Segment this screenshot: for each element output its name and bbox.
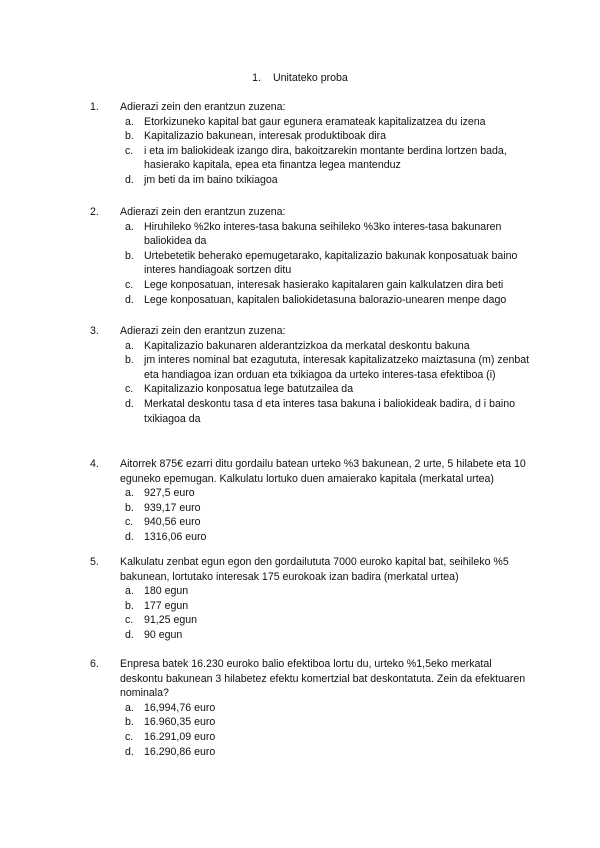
- question-6: [90, 657, 535, 759]
- question-5: [90, 555, 535, 643]
- option-text: 940,56 euro: [144, 516, 201, 529]
- option-text: Hiruhileko %2ko interes-tasa bakuna seihileko %3ko interes-tasa bakunaren baliokidea da: [144, 220, 502, 248]
- option-text: 90 egun: [144, 628, 183, 641]
- option-a: [125, 115, 535, 130]
- title-text: Unitateko proba: [273, 72, 348, 84]
- option-text: Urtebetetik beherako epemugetarako, kapitalizazio bakunak konposatuak baino interes handiagoak sortzen ditu: [144, 249, 518, 277]
- question-number: 6.: [90, 658, 99, 670]
- question-2: [90, 205, 535, 307]
- option-text: Merkatal deskontu tasa d eta interes tasa bakuna i baliokideak badira, d i baino txikiagoa da: [144, 397, 516, 425]
- options-list: [125, 486, 535, 544]
- option-text: 180 egun: [144, 585, 189, 598]
- question-number: 2.: [90, 206, 99, 218]
- option-letter: c.: [125, 144, 134, 157]
- option-letter: a.: [125, 115, 134, 128]
- option-letter: b.: [125, 599, 134, 612]
- option-letter: b.: [125, 130, 134, 143]
- option-a: [125, 220, 535, 249]
- option-letter: a.: [125, 339, 134, 352]
- question-text: Adierazi zein den erantzun zuzena:: [120, 325, 286, 337]
- question-text: Kalkulatu zenbat egun egon den gordailututa 7000 euroko kapital bat, seihileko %5 bakunean, lortutako interesak 175 eurokoak izan badira (merkatal urtea): [120, 556, 509, 583]
- option-letter: d.: [125, 628, 134, 641]
- option-b: [125, 715, 535, 730]
- option-d: [125, 293, 535, 308]
- option-d: [125, 530, 535, 545]
- option-b: [125, 129, 535, 144]
- option-c: [125, 730, 535, 745]
- option-letter: d.: [125, 530, 134, 543]
- option-letter: c.: [125, 614, 134, 627]
- option-text: jm beti da im baino txikiagoa: [144, 173, 278, 186]
- option-d: [125, 173, 535, 188]
- options-list: [125, 339, 535, 427]
- option-text: 177 egun: [144, 599, 189, 612]
- option-c: [125, 278, 535, 293]
- option-a: [125, 486, 535, 501]
- option-letter: b.: [125, 501, 134, 514]
- question-number: 5.: [90, 556, 99, 568]
- option-b: [125, 353, 535, 382]
- option-text: Lege konposatuan, interesak hasierako kapitalaren gain kalkulatzen dira beti: [144, 278, 504, 291]
- option-b: [125, 249, 535, 278]
- option-letter: c.: [125, 516, 134, 529]
- title-number: 1.: [252, 72, 262, 84]
- question-text: Enpresa batek 16.230 euroko balio efektiboa lortu du, urteko %1,5eko merkatal deskontu bakunean 3 hilabetez efektu komertzial bat deskontatuta. Zein da efektuaren nominala?: [120, 658, 526, 700]
- question-3: [90, 324, 535, 426]
- options-list: [125, 115, 535, 188]
- question-4: [90, 457, 535, 545]
- option-text: Etorkizuneko kapital bat gaur egunera eramateak kapitalizatzea du izena: [144, 115, 486, 128]
- option-text: 939,17 euro: [144, 501, 201, 514]
- option-text: Lege konposatuan, kapitalen baliokidetasuna balorazio-unearen menpe dago: [144, 293, 507, 306]
- option-d: [125, 628, 535, 643]
- option-a: [125, 584, 535, 599]
- option-d: [125, 397, 535, 426]
- option-letter: d.: [125, 397, 134, 410]
- question-number: 4.: [90, 458, 99, 470]
- options-list: [125, 701, 535, 759]
- page-title: [0, 71, 600, 85]
- option-text: 16,994,76 euro: [144, 701, 216, 714]
- option-letter: a.: [125, 585, 134, 598]
- question-number: 3.: [90, 325, 99, 337]
- option-letter: b.: [125, 354, 134, 367]
- option-c: [125, 144, 535, 173]
- option-d: [125, 745, 535, 760]
- question-text: Adierazi zein den erantzun zuzena:: [120, 206, 286, 218]
- option-b: [125, 501, 535, 516]
- option-letter: a.: [125, 220, 134, 233]
- question-text: Aitorrek 875€ ezarri ditu gordailu batean urteko %3 bakunean, 2 urte, 5 hilabete eta 10 eguneko epemugan. Kalkulatu lortuko duen amaierako kapitala (merkatal urtea): [120, 458, 526, 485]
- option-b: [125, 599, 535, 614]
- option-letter: c.: [125, 383, 134, 396]
- options-list: [125, 220, 535, 308]
- option-letter: d.: [125, 173, 134, 186]
- option-text: 1316,06 euro: [144, 530, 207, 543]
- question-text: Adierazi zein den erantzun zuzena:: [120, 101, 286, 113]
- option-text: Kapitalizazio bakunaren alderantzizkoa da merkatal deskontu bakuna: [144, 339, 470, 352]
- option-c: [125, 613, 535, 628]
- option-c: [125, 515, 535, 530]
- option-letter: a.: [125, 701, 134, 714]
- option-text: 91,25 egun: [144, 614, 198, 627]
- option-text: i eta im baliokideak izango dira, bakoitzarekin montante berdina lortzen bada, hasierako kapitala, epea eta finantza legea mantenduz: [144, 144, 507, 172]
- option-letter: a.: [125, 487, 134, 500]
- option-letter: d.: [125, 293, 134, 306]
- option-a: [125, 339, 535, 354]
- option-letter: b.: [125, 716, 134, 729]
- option-text: Kapitalizazio bakunean, interesak produktiboak dira: [144, 130, 387, 143]
- option-c: [125, 382, 535, 397]
- option-letter: c.: [125, 278, 134, 291]
- option-text: jm interes nominal bat ezagututa, interesak kapitalizatzeko maiztasuna (m) zenbat eta handiagoa izan orduan eta txikiagoa da urteko interes-tasa efektiboa (i): [144, 354, 530, 381]
- option-text: 927,5 euro: [144, 487, 195, 500]
- option-text: 16.291,09 euro: [144, 730, 216, 743]
- options-list: [125, 584, 535, 642]
- question-1: [90, 100, 535, 188]
- option-a: [125, 701, 535, 716]
- question-number: 1.: [90, 101, 99, 113]
- option-text: 16.290,86 euro: [144, 745, 216, 758]
- option-letter: d.: [125, 745, 134, 758]
- option-text: Kapitalizazio konposatua lege batutzailea da: [144, 383, 354, 396]
- option-letter: c.: [125, 730, 134, 743]
- option-text: 16.960,35 euro: [144, 716, 216, 729]
- option-letter: b.: [125, 249, 134, 262]
